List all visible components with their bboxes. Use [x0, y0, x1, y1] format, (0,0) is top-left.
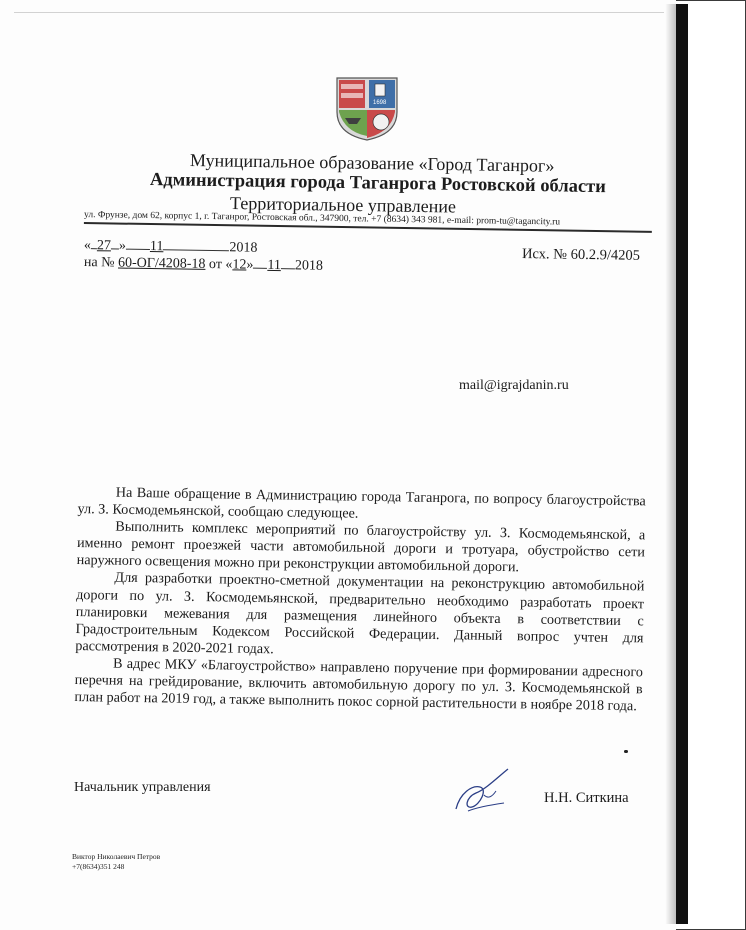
blank: [253, 256, 267, 269]
reference-line: [84, 253, 323, 275]
department-title: Территориальное управление: [229, 193, 457, 217]
executor-name: Виктор Николаевич Петров: [72, 852, 161, 861]
signatory-position: Начальник управления: [74, 780, 211, 795]
date-close-quote: »: [118, 238, 127, 254]
letter-body: [74, 484, 646, 716]
scan-border: [676, 4, 688, 924]
body-paragraph: Выполнить комплекс мероприятий по благоустройству ул. З. Космодемьянской, а именно ремонт проезжей части автомобильной дороги и тротуара, обустройство сети наружного освещения можно при реконструкции автомобильной дороги.: [76, 518, 646, 576]
body-paragraph: Для разработки проектно-сметной документации на реконструкцию автомобильной дороги по ул. З. Космодемьянской, предварительно необходимо разработать проект планировки межевания для размещения линейного объекта в соответствии с Градостроительным Кодексом Российской Федерации. Данный вопрос учтен для рассмотрения в 2020-2021 годах.: [75, 570, 645, 658]
scan-edge-line: [14, 12, 664, 13]
page-edge-shadow: [665, 4, 676, 924]
header-address: ул. Фрунзе, дом 62, корпус 1, г. Таганрог, Ростовская обл., 347900, тел. +7 (8634) 343 981, e-mail: prom-tu@tagancity.ru: [84, 210, 652, 233]
body-paragraph: В адрес МКУ «Благоустройство» направлено поручение при формировании адресного перечня на грейдирование, включить автомобильную дорогу по ул. З. Космодемьянской в план работ на 2019 год, а также выполнить покос сорной растительности в ноябре 2018 года.: [74, 655, 644, 715]
blank: [111, 236, 119, 249]
svg-text:1698: 1698: [373, 100, 387, 106]
handwritten-signature: [450, 765, 514, 819]
blank: [281, 256, 295, 269]
ink-mark: [624, 750, 628, 753]
reference-from: от «: [208, 256, 233, 273]
reference-close-quote: »: [246, 257, 254, 273]
reference-month: 11: [267, 257, 282, 274]
blank: [163, 237, 229, 251]
reference-number: 60-ОГ/4208-18: [117, 255, 206, 272]
reference-prefix: на №: [83, 255, 115, 271]
date-month: 11: [149, 239, 164, 255]
reference-year: 2018: [294, 258, 324, 274]
blank: [126, 237, 150, 250]
executor-block: [72, 852, 160, 872]
date-year: 2018: [229, 240, 258, 256]
executor-phone: +7(8634)351 248: [72, 862, 125, 871]
date-day: 27: [96, 238, 112, 254]
coat-of-arms-icon: [329, 72, 405, 142]
date-open-quote: «: [83, 238, 92, 254]
reference-day: 12: [232, 257, 247, 273]
municipality-title: Муниципальное образование «Город Таганрог»: [189, 150, 555, 176]
recipient-email: mail@igrajdanin.ru: [459, 378, 569, 393]
signatory-name: Н.Н. Ситкина: [544, 790, 629, 806]
body-paragraph: На Ваше обращение в Администрацию города Таганрога, по вопросу благоустройства ул. З. Космодемьянской, сообщаю следующее.: [77, 484, 646, 522]
administration-title: Администрация города Таганрога Ростовской области: [149, 170, 607, 198]
outgoing-number: Исх. № 60.2.9/4205: [521, 246, 641, 264]
